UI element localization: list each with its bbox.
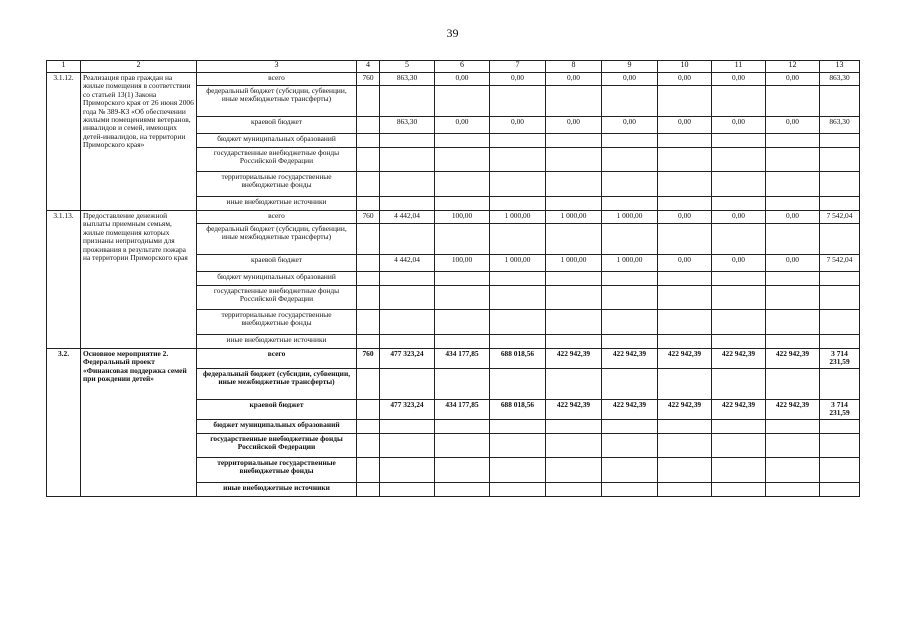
value-cell: 422 942,39 <box>546 349 602 369</box>
funding-source: краевой бюджет <box>197 255 357 272</box>
value-cell: 0,00 <box>658 117 712 134</box>
value-cell <box>602 482 658 496</box>
value-cell <box>380 310 435 335</box>
value-cell <box>658 224 712 255</box>
section-name: Реализация прав граждан на жилые помещения в соответствии со статьей 13(1) Закона Приморского края от 26 июня 2006 года № 389-КЗ «Об обеспечении жилыми помещениями ветеранов, инвалидов и семей, имеющих детей-инвалидов, на территории Приморского края» <box>81 73 197 211</box>
value-cell: 0,00 <box>658 211 712 224</box>
value-cell <box>820 134 860 148</box>
value-cell: 863,30 <box>380 73 435 86</box>
value-cell <box>766 310 820 335</box>
value-cell <box>546 368 602 399</box>
value-cell <box>766 457 820 482</box>
budget-code <box>357 368 380 399</box>
value-cell: 422 942,39 <box>766 399 820 419</box>
value-cell <box>490 310 546 335</box>
column-header: 8 <box>546 61 602 73</box>
value-cell: 477 323,24 <box>380 349 435 369</box>
value-cell <box>490 134 546 148</box>
value-cell <box>490 197 546 211</box>
value-cell <box>380 482 435 496</box>
budget-code <box>357 399 380 419</box>
value-cell <box>380 433 435 457</box>
value-cell <box>820 457 860 482</box>
value-cell: 434 177,85 <box>435 399 490 419</box>
value-cell <box>546 172 602 197</box>
value-cell: 100,00 <box>435 255 490 272</box>
funding-source: бюджет муниципальных образований <box>197 419 357 433</box>
value-cell <box>658 335 712 349</box>
value-cell <box>766 335 820 349</box>
value-cell <box>490 457 546 482</box>
value-cell <box>766 433 820 457</box>
value-cell <box>602 272 658 286</box>
column-header: 7 <box>490 61 546 73</box>
value-cell <box>820 368 860 399</box>
value-cell <box>766 134 820 148</box>
value-cell <box>490 433 546 457</box>
value-cell <box>658 197 712 211</box>
budget-code <box>357 197 380 211</box>
budget-code <box>357 457 380 482</box>
value-cell <box>490 148 546 172</box>
funding-source: федеральный бюджет (субсидии, субвенции, иные межбюджетные трансферты) <box>197 368 357 399</box>
value-cell <box>435 134 490 148</box>
budget-code <box>357 255 380 272</box>
value-cell <box>380 419 435 433</box>
budget-code <box>357 433 380 457</box>
section-number: 3.2. <box>47 349 81 497</box>
value-cell <box>546 419 602 433</box>
value-cell <box>602 172 658 197</box>
budget-code <box>357 117 380 134</box>
value-cell <box>766 272 820 286</box>
budget-code <box>357 224 380 255</box>
value-cell <box>380 272 435 286</box>
value-cell <box>435 310 490 335</box>
value-cell <box>602 134 658 148</box>
value-cell <box>766 86 820 117</box>
value-cell <box>602 419 658 433</box>
value-cell <box>658 419 712 433</box>
value-cell <box>546 286 602 310</box>
value-cell <box>658 368 712 399</box>
value-cell <box>380 134 435 148</box>
value-cell <box>602 457 658 482</box>
value-cell <box>602 148 658 172</box>
column-header: 10 <box>658 61 712 73</box>
funding-source: иные внебюджетные источники <box>197 482 357 496</box>
value-cell <box>435 433 490 457</box>
value-cell: 0,00 <box>546 117 602 134</box>
value-cell: 0,00 <box>490 117 546 134</box>
value-cell: 3 714 231,59 <box>820 399 860 419</box>
value-cell <box>712 368 766 399</box>
column-header: 2 <box>81 61 197 73</box>
value-cell: 422 942,39 <box>712 399 766 419</box>
value-cell <box>435 148 490 172</box>
value-cell <box>380 457 435 482</box>
value-cell <box>435 272 490 286</box>
value-cell <box>602 433 658 457</box>
value-cell <box>490 272 546 286</box>
value-cell <box>546 148 602 172</box>
value-cell <box>766 148 820 172</box>
table-row <box>47 349 860 369</box>
value-cell <box>546 335 602 349</box>
column-header: 12 <box>766 61 820 73</box>
value-cell <box>546 134 602 148</box>
value-cell <box>658 172 712 197</box>
value-cell <box>490 482 546 496</box>
value-cell <box>712 86 766 117</box>
value-cell <box>820 482 860 496</box>
funding-source: иные внебюджетные источники <box>197 335 357 349</box>
value-cell: 0,00 <box>712 117 766 134</box>
value-cell <box>712 457 766 482</box>
value-cell: 422 942,39 <box>658 349 712 369</box>
value-cell <box>490 419 546 433</box>
value-cell <box>490 172 546 197</box>
funding-source: краевой бюджет <box>197 117 357 134</box>
value-cell <box>712 224 766 255</box>
value-cell <box>546 272 602 286</box>
value-cell <box>820 224 860 255</box>
value-cell <box>712 272 766 286</box>
value-cell: 7 542,04 <box>820 255 860 272</box>
value-cell: 0,00 <box>602 73 658 86</box>
value-cell <box>712 419 766 433</box>
value-cell <box>380 335 435 349</box>
budget-code <box>357 86 380 117</box>
value-cell <box>490 224 546 255</box>
value-cell <box>658 134 712 148</box>
value-cell: 434 177,85 <box>435 349 490 369</box>
value-cell <box>820 286 860 310</box>
section-name: Предоставление денежной выплаты приемным семьям, жилые помещения которых признаны непригодными для проживания в результате пожара на территории Приморского края <box>81 211 197 349</box>
column-header: 5 <box>380 61 435 73</box>
budget-code <box>357 419 380 433</box>
value-cell: 0,00 <box>658 73 712 86</box>
budget-code <box>357 482 380 496</box>
value-cell: 100,00 <box>435 211 490 224</box>
value-cell: 0,00 <box>546 73 602 86</box>
value-cell: 422 942,39 <box>712 349 766 369</box>
value-cell <box>490 86 546 117</box>
value-cell <box>490 368 546 399</box>
funding-source: краевой бюджет <box>197 399 357 419</box>
funding-source: бюджет муниципальных образований <box>197 134 357 148</box>
value-cell <box>435 419 490 433</box>
value-cell <box>658 310 712 335</box>
funding-source: территориальные государственные внебюджетные фонды <box>197 172 357 197</box>
budget-code <box>357 310 380 335</box>
value-cell: 0,00 <box>712 73 766 86</box>
value-cell: 0,00 <box>766 73 820 86</box>
value-cell <box>820 272 860 286</box>
budget-table <box>46 60 860 497</box>
value-cell <box>712 172 766 197</box>
value-cell <box>820 419 860 433</box>
column-header: 13 <box>820 61 860 73</box>
value-cell <box>435 335 490 349</box>
header-row <box>47 61 860 73</box>
value-cell <box>546 224 602 255</box>
value-cell <box>435 224 490 255</box>
value-cell <box>380 368 435 399</box>
value-cell <box>820 310 860 335</box>
budget-code <box>357 272 380 286</box>
value-cell <box>435 286 490 310</box>
value-cell <box>658 286 712 310</box>
page-number: 39 <box>446 26 459 40</box>
value-cell: 3 714 231,59 <box>820 349 860 369</box>
funding-source: государственные внебюджетные фонды Российской Федерации <box>197 433 357 457</box>
value-cell: 0,00 <box>766 255 820 272</box>
value-cell <box>435 172 490 197</box>
value-cell <box>820 433 860 457</box>
funding-source: бюджет муниципальных образований <box>197 272 357 286</box>
funding-source: всего <box>197 211 357 224</box>
funding-source: федеральный бюджет (субсидии, субвенции, иные межбюджетные трансферты) <box>197 86 357 117</box>
value-cell <box>490 286 546 310</box>
value-cell: 0,00 <box>435 73 490 86</box>
value-cell: 688 018,56 <box>490 399 546 419</box>
value-cell <box>712 134 766 148</box>
value-cell <box>380 224 435 255</box>
value-cell: 688 018,56 <box>490 349 546 369</box>
value-cell <box>820 86 860 117</box>
value-cell: 0,00 <box>766 211 820 224</box>
value-cell: 1 000,00 <box>490 255 546 272</box>
value-cell <box>435 457 490 482</box>
funding-source: всего <box>197 73 357 86</box>
value-cell <box>602 335 658 349</box>
budget-code <box>357 134 380 148</box>
budget-code <box>357 286 380 310</box>
value-cell <box>820 148 860 172</box>
value-cell: 1 000,00 <box>490 211 546 224</box>
value-cell: 1 000,00 <box>546 211 602 224</box>
value-cell: 477 323,24 <box>380 399 435 419</box>
value-cell <box>602 86 658 117</box>
value-cell <box>712 286 766 310</box>
value-cell: 863,30 <box>380 117 435 134</box>
budget-code <box>357 172 380 197</box>
value-cell <box>766 197 820 211</box>
funding-source: территориальные государственные внебюджетные фонды <box>197 310 357 335</box>
budget-code: 760 <box>357 211 380 224</box>
table-body <box>47 73 860 497</box>
value-cell <box>602 286 658 310</box>
value-cell <box>820 335 860 349</box>
funding-source: государственные внебюджетные фонды Российской Федерации <box>197 148 357 172</box>
value-cell <box>546 457 602 482</box>
value-cell: 0,00 <box>766 117 820 134</box>
value-cell <box>766 482 820 496</box>
budget-code <box>357 335 380 349</box>
value-cell: 422 942,39 <box>602 349 658 369</box>
value-cell: 0,00 <box>490 73 546 86</box>
column-header: 1 <box>47 61 81 73</box>
value-cell <box>820 197 860 211</box>
value-cell <box>712 482 766 496</box>
funding-source: государственные внебюджетные фонды Российской Федерации <box>197 286 357 310</box>
value-cell <box>435 482 490 496</box>
value-cell <box>658 86 712 117</box>
value-cell <box>658 457 712 482</box>
section-name: Основное мероприятие 2. Федеральный проект «Финансовая поддержка семей при рождении детей» <box>81 349 197 497</box>
column-header: 9 <box>602 61 658 73</box>
value-cell: 422 942,39 <box>602 399 658 419</box>
value-cell <box>658 272 712 286</box>
value-cell <box>820 172 860 197</box>
section-number: 3.1.13. <box>47 211 81 349</box>
value-cell <box>766 419 820 433</box>
value-cell <box>546 310 602 335</box>
value-cell <box>490 335 546 349</box>
funding-source: всего <box>197 349 357 369</box>
funding-source: федеральный бюджет (субсидии, субвенции, иные межбюджетные трансферты) <box>197 224 357 255</box>
table-row <box>47 211 860 224</box>
value-cell <box>712 148 766 172</box>
value-cell <box>602 224 658 255</box>
value-cell: 422 942,39 <box>546 399 602 419</box>
value-cell <box>435 197 490 211</box>
value-cell <box>546 86 602 117</box>
value-cell <box>380 148 435 172</box>
table-row <box>47 73 860 86</box>
budget-code: 760 <box>357 73 380 86</box>
value-cell: 1 000,00 <box>602 211 658 224</box>
value-cell: 0,00 <box>435 117 490 134</box>
value-cell: 863,30 <box>820 73 860 86</box>
budget-code <box>357 148 380 172</box>
value-cell: 4 442,04 <box>380 255 435 272</box>
value-cell: 0,00 <box>602 117 658 134</box>
column-header: 11 <box>712 61 766 73</box>
value-cell <box>712 310 766 335</box>
value-cell <box>380 286 435 310</box>
budget-code: 760 <box>357 349 380 369</box>
value-cell <box>658 482 712 496</box>
funding-source: территориальные государственные внебюджетные фонды <box>197 457 357 482</box>
value-cell <box>658 148 712 172</box>
value-cell <box>712 335 766 349</box>
value-cell <box>602 310 658 335</box>
value-cell <box>380 86 435 117</box>
value-cell <box>766 172 820 197</box>
value-cell: 1 000,00 <box>602 255 658 272</box>
value-cell <box>546 482 602 496</box>
value-cell <box>602 197 658 211</box>
column-header: 6 <box>435 61 490 73</box>
value-cell: 1 000,00 <box>546 255 602 272</box>
value-cell: 422 942,39 <box>766 349 820 369</box>
value-cell: 0,00 <box>658 255 712 272</box>
value-cell <box>546 433 602 457</box>
value-cell: 863,30 <box>820 117 860 134</box>
value-cell <box>766 224 820 255</box>
value-cell <box>435 368 490 399</box>
value-cell <box>380 172 435 197</box>
column-header: 4 <box>357 61 380 73</box>
value-cell <box>766 368 820 399</box>
value-cell <box>712 197 766 211</box>
value-cell: 4 442,04 <box>380 211 435 224</box>
funding-source: иные внебюджетные источники <box>197 197 357 211</box>
value-cell <box>435 86 490 117</box>
value-cell: 7 542,04 <box>820 211 860 224</box>
value-cell <box>380 197 435 211</box>
value-cell <box>546 197 602 211</box>
value-cell <box>658 433 712 457</box>
value-cell: 0,00 <box>712 211 766 224</box>
value-cell <box>712 433 766 457</box>
value-cell: 422 942,39 <box>658 399 712 419</box>
column-header: 3 <box>197 61 357 73</box>
value-cell: 0,00 <box>712 255 766 272</box>
value-cell <box>602 368 658 399</box>
value-cell <box>766 286 820 310</box>
section-number: 3.1.12. <box>47 73 81 211</box>
